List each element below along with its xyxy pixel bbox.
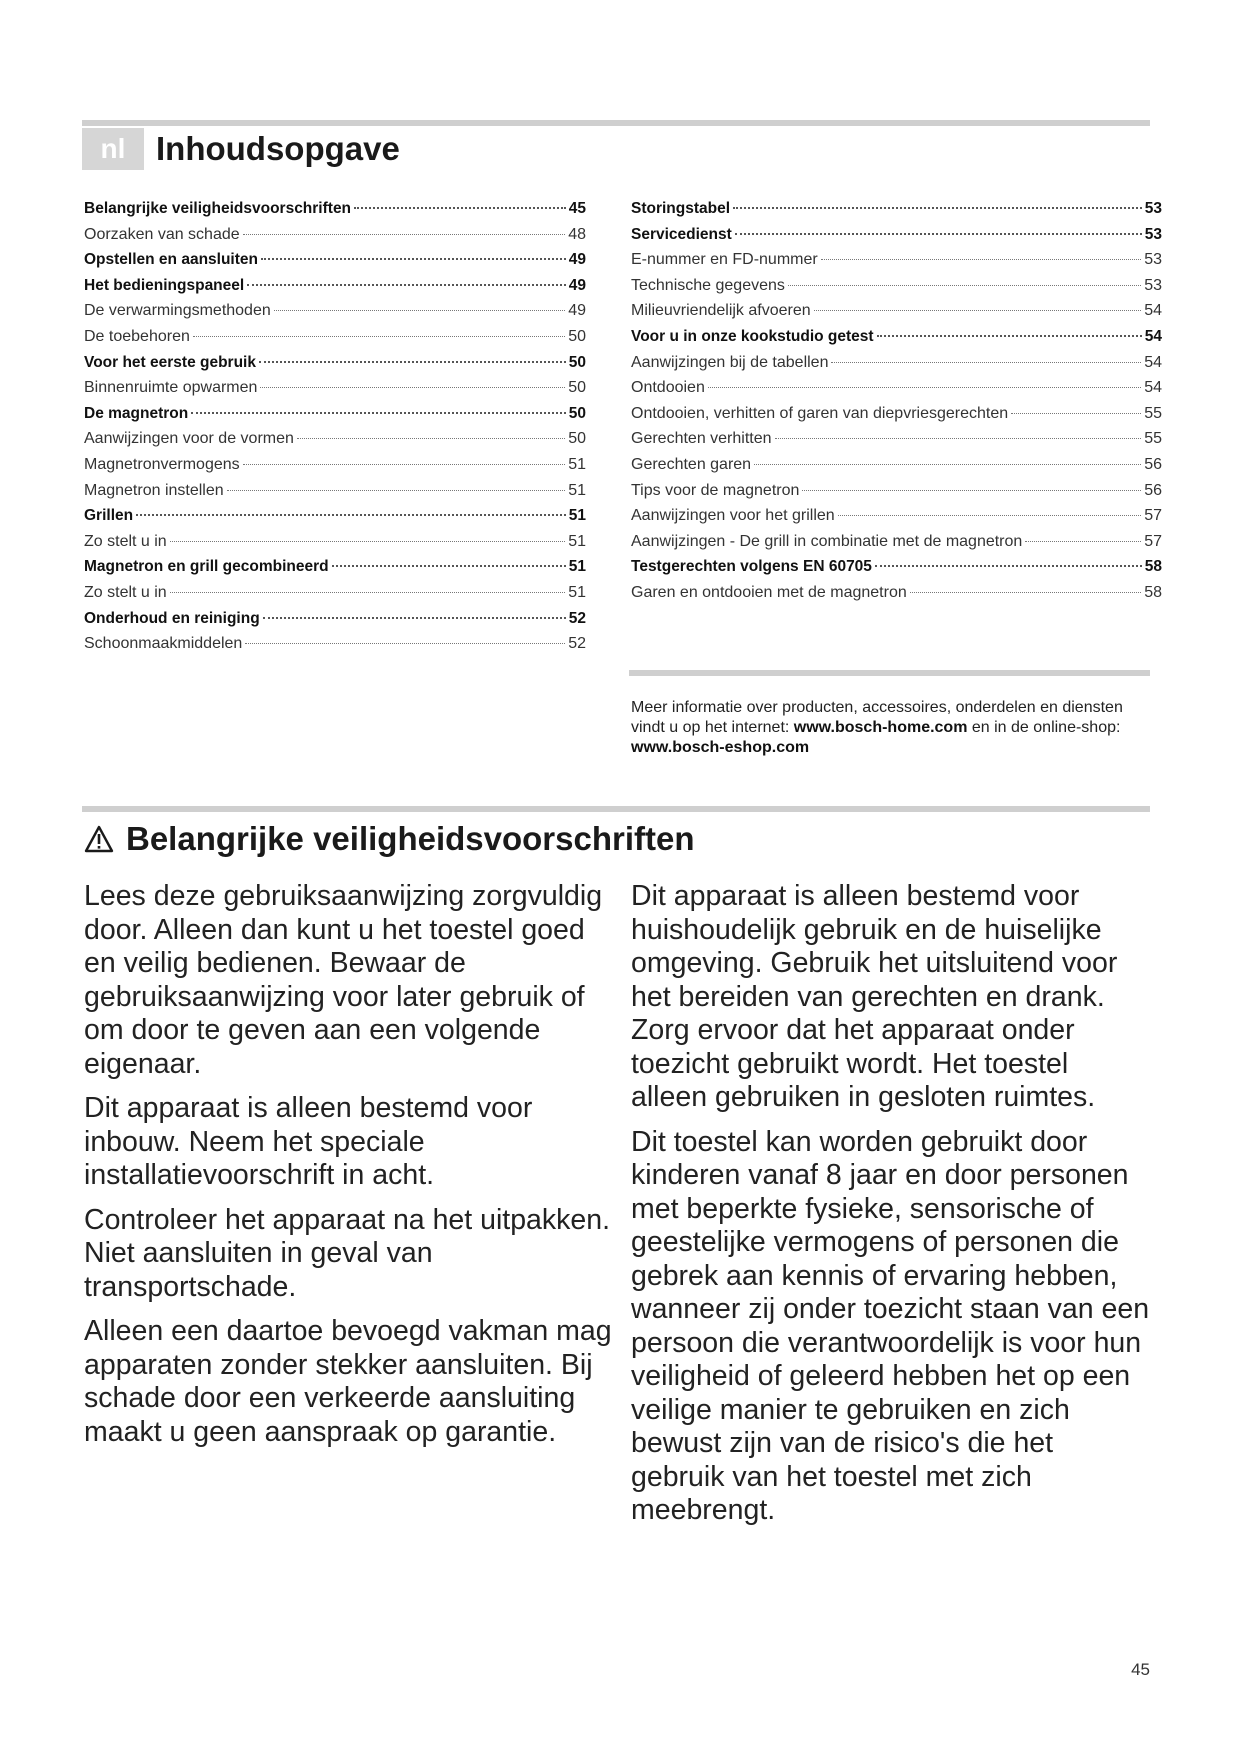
toc-entry-label: Magnetron instellen: [84, 481, 224, 499]
toc-leader-dots: [821, 258, 1142, 260]
toc-entry-page: 50: [568, 327, 586, 345]
safety-paragraph: Alleen een daartoe bevoegd vakman mag apparaten zonder stekker aansluiten. Bij schade door een verkeerde aansluiting maakt u geen aanspraak op garantie.: [84, 1315, 612, 1448]
toc-entry[interactable]: [84, 298, 586, 324]
toc-leader-dots: [875, 564, 1142, 567]
language-badge: nl: [82, 128, 144, 170]
toc-entry[interactable]: [631, 196, 1162, 222]
toc-leader-dots: [354, 206, 566, 209]
toc-leader-dots: [838, 514, 1142, 516]
toc-entry-label: Aanwijzingen voor de vormen: [84, 430, 294, 448]
toc-entry[interactable]: [631, 478, 1162, 504]
toc-entry-page: 57: [1144, 507, 1162, 525]
toc-entry[interactable]: [84, 350, 586, 376]
toc-right-column: [631, 196, 1162, 606]
toc-entry[interactable]: [631, 298, 1162, 324]
toc-entry-label: Ontdooien: [631, 379, 705, 397]
safety-paragraph: Dit toestel kan worden gebruikt door kinderen vanaf 8 jaar en door personen met beperkte fysieke, sensorische of geestelijke vermogens of personen die gebrek aan kennis of ervaring hebben, wanneer zij onder toezicht staan van een persoon die verantwoordelijk is voor hun veiligheid of geleerd hebben het op een veilige manier te gebruiken en zich bewust zijn van de risico's die het gebruik van het toestel met zich meebrengt.: [631, 1125, 1150, 1526]
toc-entry-label: Grillen: [84, 507, 134, 525]
top-divider: [82, 120, 1150, 126]
toc-leader-dots: [733, 206, 1142, 209]
toc-entry-label: Zo stelt u in: [84, 532, 167, 550]
toc-entry-label: Gerechten verhitten: [631, 430, 772, 448]
safety-left-column: [84, 880, 614, 1460]
toc-entry-page: 53: [1144, 200, 1162, 217]
toc-leader-dots: [1011, 412, 1141, 414]
toc-entry-page: 57: [1144, 532, 1162, 550]
toc-leader-dots: [260, 386, 565, 388]
toc-entry-label: Zo stelt u in: [84, 583, 167, 601]
toc-leader-dots: [193, 335, 565, 337]
toc-entry-page: 51: [568, 455, 586, 473]
toc-leader-dots: [243, 463, 566, 465]
toc-entry-label: Gerechten garen: [631, 455, 752, 473]
toc-entry[interactable]: [84, 375, 586, 401]
toc-entry-label: De verwarmingsmethoden: [84, 302, 271, 320]
toc-entry-label: Voor u in onze kookstudio getest: [631, 327, 874, 345]
toc-entry-label: Magnetron en grill gecombineerd: [84, 558, 329, 576]
toc-entry-page: 51: [568, 558, 586, 576]
toc-leader-dots: [297, 437, 565, 439]
toc-entry-page: 55: [1144, 404, 1162, 422]
toc-entry[interactable]: [84, 324, 586, 350]
toc-entry-page: 54: [1144, 379, 1162, 397]
safety-paragraph: Dit apparaat is alleen bestemd voor huishoudelijk gebruik en de huiselijke omgeving. Gebruik het uitsluitend voor het bereiden van gerechten en drank. Zorg ervoor dat het apparaat onder toezicht gebruikt wordt. Het toestel alleen gebruiken in gesloten ruimtes.: [631, 880, 1118, 1113]
toc-leader-dots: [332, 564, 566, 567]
toc-leader-dots: [227, 489, 566, 491]
toc-entry[interactable]: [84, 222, 586, 248]
toc-entry[interactable]: [84, 196, 586, 222]
toc-entry-label: Garen en ontdooien met de magnetron: [631, 583, 907, 601]
page-number: 45: [1131, 1660, 1150, 1679]
safety-title-text: Belangrijke veiligheidsvoorschriften: [126, 820, 695, 857]
info-text-1: Meer informatie over producten, accessoires, onderdelen en diensten vindt u op het internet:: [631, 699, 1123, 736]
toc-entry-label: Tips voor de magnetron: [631, 481, 800, 499]
toc-leader-dots: [775, 437, 1142, 439]
toc-entry-label: Schoonmaakmiddelen: [84, 635, 243, 653]
bosch-eshop-link[interactable]: www.bosch-eshop.com: [631, 739, 810, 756]
toc-entry-page: 51: [568, 507, 586, 525]
toc-leader-dots: [170, 591, 566, 593]
toc-entry[interactable]: [631, 350, 1162, 376]
toc-entry-label: De toebehoren: [84, 327, 190, 345]
toc-entry[interactable]: [631, 580, 1162, 606]
toc-entry-page: 53: [1144, 276, 1162, 294]
toc-entry-page: 54: [1144, 353, 1162, 371]
toc-entry-label: Binnenruimte opwarmen: [84, 379, 258, 397]
toc-leader-dots: [754, 463, 1141, 465]
safety-divider: [82, 806, 1150, 812]
toc-entry[interactable]: [84, 529, 586, 555]
bosch-home-link[interactable]: www.bosch-home.com: [793, 719, 968, 736]
toc-entry-page: 50: [568, 379, 586, 397]
toc-entry[interactable]: [84, 452, 586, 478]
toc-entry-page: 51: [568, 532, 586, 550]
toc-entry[interactable]: [84, 503, 586, 529]
toc-entry-label: Servicedienst: [631, 225, 732, 243]
toc-entry-label: Technische gegevens: [631, 276, 785, 294]
toc-entry-page: 58: [1144, 583, 1162, 601]
toc-leader-dots: [261, 257, 566, 260]
toc-leader-dots: [877, 334, 1142, 337]
toc-entry-page: 52: [568, 635, 586, 653]
toc-leader-dots: [274, 309, 565, 311]
toc-entry-label: E-nummer en FD-nummer: [631, 251, 818, 269]
toc-leader-dots: [245, 642, 565, 644]
toc-entry[interactable]: [84, 401, 586, 427]
toc-leader-dots: [802, 489, 1141, 491]
toc-leader-dots: [735, 232, 1142, 235]
toc-entry-page: 55: [1144, 430, 1162, 448]
toc-leader-dots: [814, 309, 1142, 311]
toc-entry[interactable]: [631, 222, 1162, 248]
toc-entry-label: Voor het eerste gebruik: [84, 353, 256, 371]
toc-entry[interactable]: [84, 631, 586, 657]
safety-paragraph: Dit apparaat is alleen bestemd voor inbouw. Neem het speciale installatievoorschrift in acht.: [84, 1092, 533, 1191]
toc-leader-dots: [247, 283, 566, 286]
toc-entry-page: 56: [1144, 455, 1162, 473]
info-divider: [629, 670, 1150, 676]
safety-paragraph: Lees deze gebruiksaanwijzing zorgvuldig door. Alleen dan kunt u het toestel goed en veilig bedienen. Bewaar de gebruiksaanwijzing voor later gebruik of om door te geven aan een volgende eigenaar.: [84, 880, 603, 1080]
toc-entry-page: 51: [568, 481, 586, 499]
toc-entry[interactable]: [631, 247, 1162, 273]
toc-entry-page: 50: [568, 430, 586, 448]
toc-entry-label: Aanwijzingen - De grill in combinatie met de magnetron: [631, 532, 1023, 550]
toc-entry-label: Belangrijke veiligheidsvoorschriften: [84, 200, 352, 217]
toc-leader-dots: [259, 360, 566, 363]
toc-entry[interactable]: [84, 426, 586, 452]
toc-entry[interactable]: [631, 324, 1162, 350]
info-text-2: en in de online-shop:: [967, 719, 1121, 736]
toc-entry[interactable]: [84, 580, 586, 606]
toc-entry-page: 58: [1144, 558, 1162, 576]
toc-entry-page: 54: [1144, 327, 1162, 345]
toc-entry-label: Onderhoud en reiniging: [84, 609, 260, 627]
toc-entry[interactable]: [631, 503, 1162, 529]
toc-leader-dots: [910, 591, 1141, 593]
toc-entry[interactable]: [631, 375, 1162, 401]
toc-entry-page: 49: [568, 276, 586, 294]
toc-entry[interactable]: [631, 452, 1162, 478]
toc-entry-label: Opstellen en aansluiten: [84, 251, 258, 269]
toc-leader-dots: [243, 233, 566, 235]
toc-entry[interactable]: [84, 478, 586, 504]
toc-leader-dots: [263, 616, 566, 619]
safety-paragraph: Controleer het apparaat na het uitpakken. Niet aansluiten in geval van transportschade.: [84, 1203, 611, 1303]
toc-entry[interactable]: [631, 529, 1162, 555]
toc-entry-page: 56: [1144, 481, 1162, 499]
toc-entry-label: Ontdooien, verhitten of garen van diepvriesgerechten: [631, 404, 1009, 422]
toc-title: Inhoudsopgave: [156, 130, 400, 167]
toc-entry-label: Milieuvriendelijk afvoeren: [631, 302, 811, 320]
toc-entry-page: 53: [1144, 251, 1162, 269]
safety-title: [84, 816, 695, 862]
toc-leader-dots: [170, 540, 566, 542]
toc-leader-dots: [788, 284, 1141, 286]
toc-leader-dots: [1025, 540, 1141, 542]
warning-triangle-icon: [84, 825, 114, 853]
toc-entry-page: 51: [568, 583, 586, 601]
toc-leader-dots: [708, 386, 1141, 388]
toc-entry-page: 49: [568, 302, 586, 320]
toc-entry[interactable]: [631, 426, 1162, 452]
toc-entry[interactable]: [84, 554, 586, 580]
safety-right-column: [631, 880, 1151, 1539]
toc-entry-page: 50: [568, 353, 586, 371]
toc-entry-label: Storingstabel: [631, 200, 731, 217]
toc-entry-label: Magnetronvermogens: [84, 455, 240, 473]
toc-leader-dots: [831, 361, 1141, 363]
toc-entry-page: 52: [568, 609, 586, 627]
toc-left-column: [84, 196, 586, 657]
toc-entry-page: 48: [568, 225, 586, 243]
toc-entry-label: De magnetron: [84, 404, 189, 422]
toc-entry-page: 53: [1144, 225, 1162, 243]
toc-entry-page: 54: [1144, 302, 1162, 320]
toc-entry-page: 45: [568, 200, 586, 217]
toc-entry-page: 50: [568, 404, 586, 422]
toc-entry-label: Oorzaken van schade: [84, 225, 240, 243]
toc-entry-label: Het bedieningspaneel: [84, 276, 245, 294]
toc-entry[interactable]: [631, 273, 1162, 299]
toc-entry-label: Testgerechten volgens EN 60705: [631, 558, 872, 576]
toc-entry[interactable]: [84, 273, 586, 299]
toc-entry-page: 49: [568, 251, 586, 269]
toc-entry[interactable]: [84, 606, 586, 632]
toc-entry-label: Aanwijzingen voor het grillen: [631, 507, 835, 525]
info-paragraph: [631, 698, 1151, 758]
toc-leader-dots: [191, 411, 566, 414]
toc-entry-label: Aanwijzingen bij de tabellen: [631, 353, 829, 371]
toc-entry[interactable]: [631, 554, 1162, 580]
toc-entry[interactable]: [631, 401, 1162, 427]
toc-entry[interactable]: [84, 247, 586, 273]
toc-leader-dots: [136, 513, 566, 516]
